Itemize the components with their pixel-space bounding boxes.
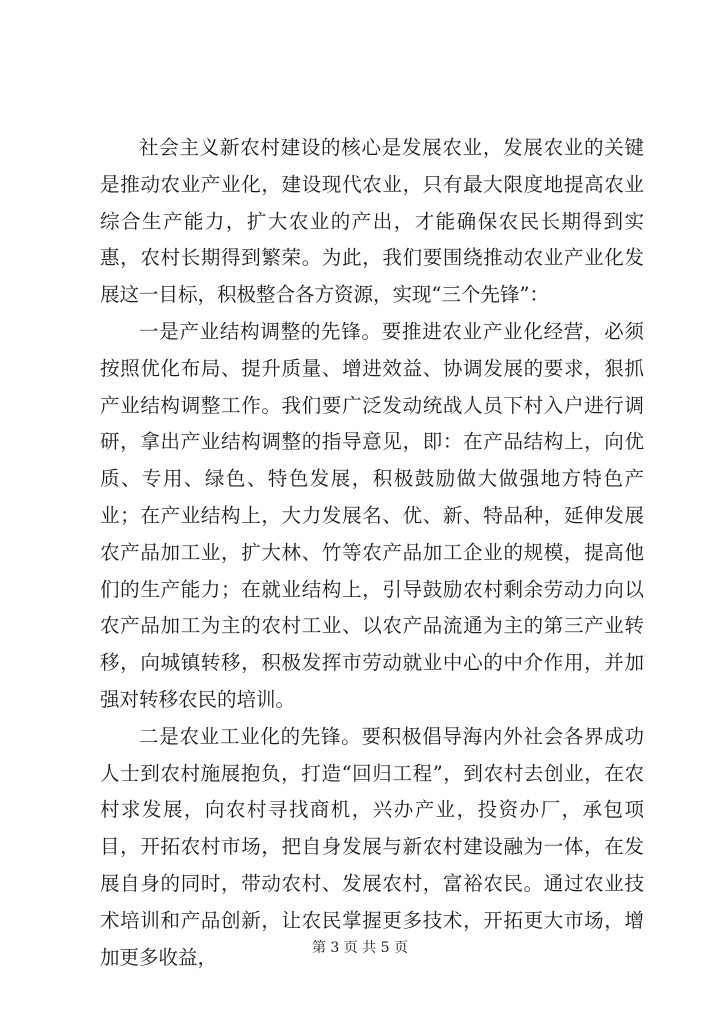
- paragraph-agri-industrialization: 二是农业工业化的先锋。要积极倡导海内外社会各界成功人士到农村施展抱负，打造“回归工程”，到农村去创业，在农村求发展，向农村寻找商机，兴办产业，投资办厂，承包项目，开拓农村市场，把自身发展与新农村建设融为一体，在发展自身的同时，带动农村、发展农村，富裕农民。通过农业技术培训和产品创新，让农民掌握更多技术，开拓更大市场，增加更多收益，: [100, 724, 644, 969]
- paragraph-industry-structure: 一是产业结构调整的先锋。要推进农业产业化经营，必须按照优化布局、提升质量、增进效益、协调发展的要求，狠抓产业结构调整工作。我们要广泛发动统战人员下村入户进行调研，拿出产业结构调整的指导意见，即：在产品结构上，向优质、专用、绿色、特色发展，积极鼓励做大做强地方特色产业；在产业结构上，大力发展名、优、新、特品种，延伸发展农产品加工业，扩大林、竹等农产品加工企业的规模，提高他们的生产能力；在就业结构上，引导鼓励农村剩余劳动力向以农产品加工为主的农村工业、以农产品流通为主的第三产业转移，向城镇转移，积极发挥市劳动就业中心的中介作用，并加强对转移农民的培训。: [100, 319, 644, 711]
- document-body: [100, 130, 644, 976]
- page-footer: 第 3 页 共 5 页: [311, 940, 409, 956]
- paragraph-intro: 社会主义新农村建设的核心是发展农业，发展农业的关键是推动农业产业化，建设现代农业，只有最大限度地提高农业综合生产能力，扩大农业的产出，才能确保农民长期得到实惠，农村长期得到繁荣。为此，我们要围绕推动农业产业化发展这一目标，积极整合各方资源，实现“三个先锋”：: [100, 136, 644, 307]
